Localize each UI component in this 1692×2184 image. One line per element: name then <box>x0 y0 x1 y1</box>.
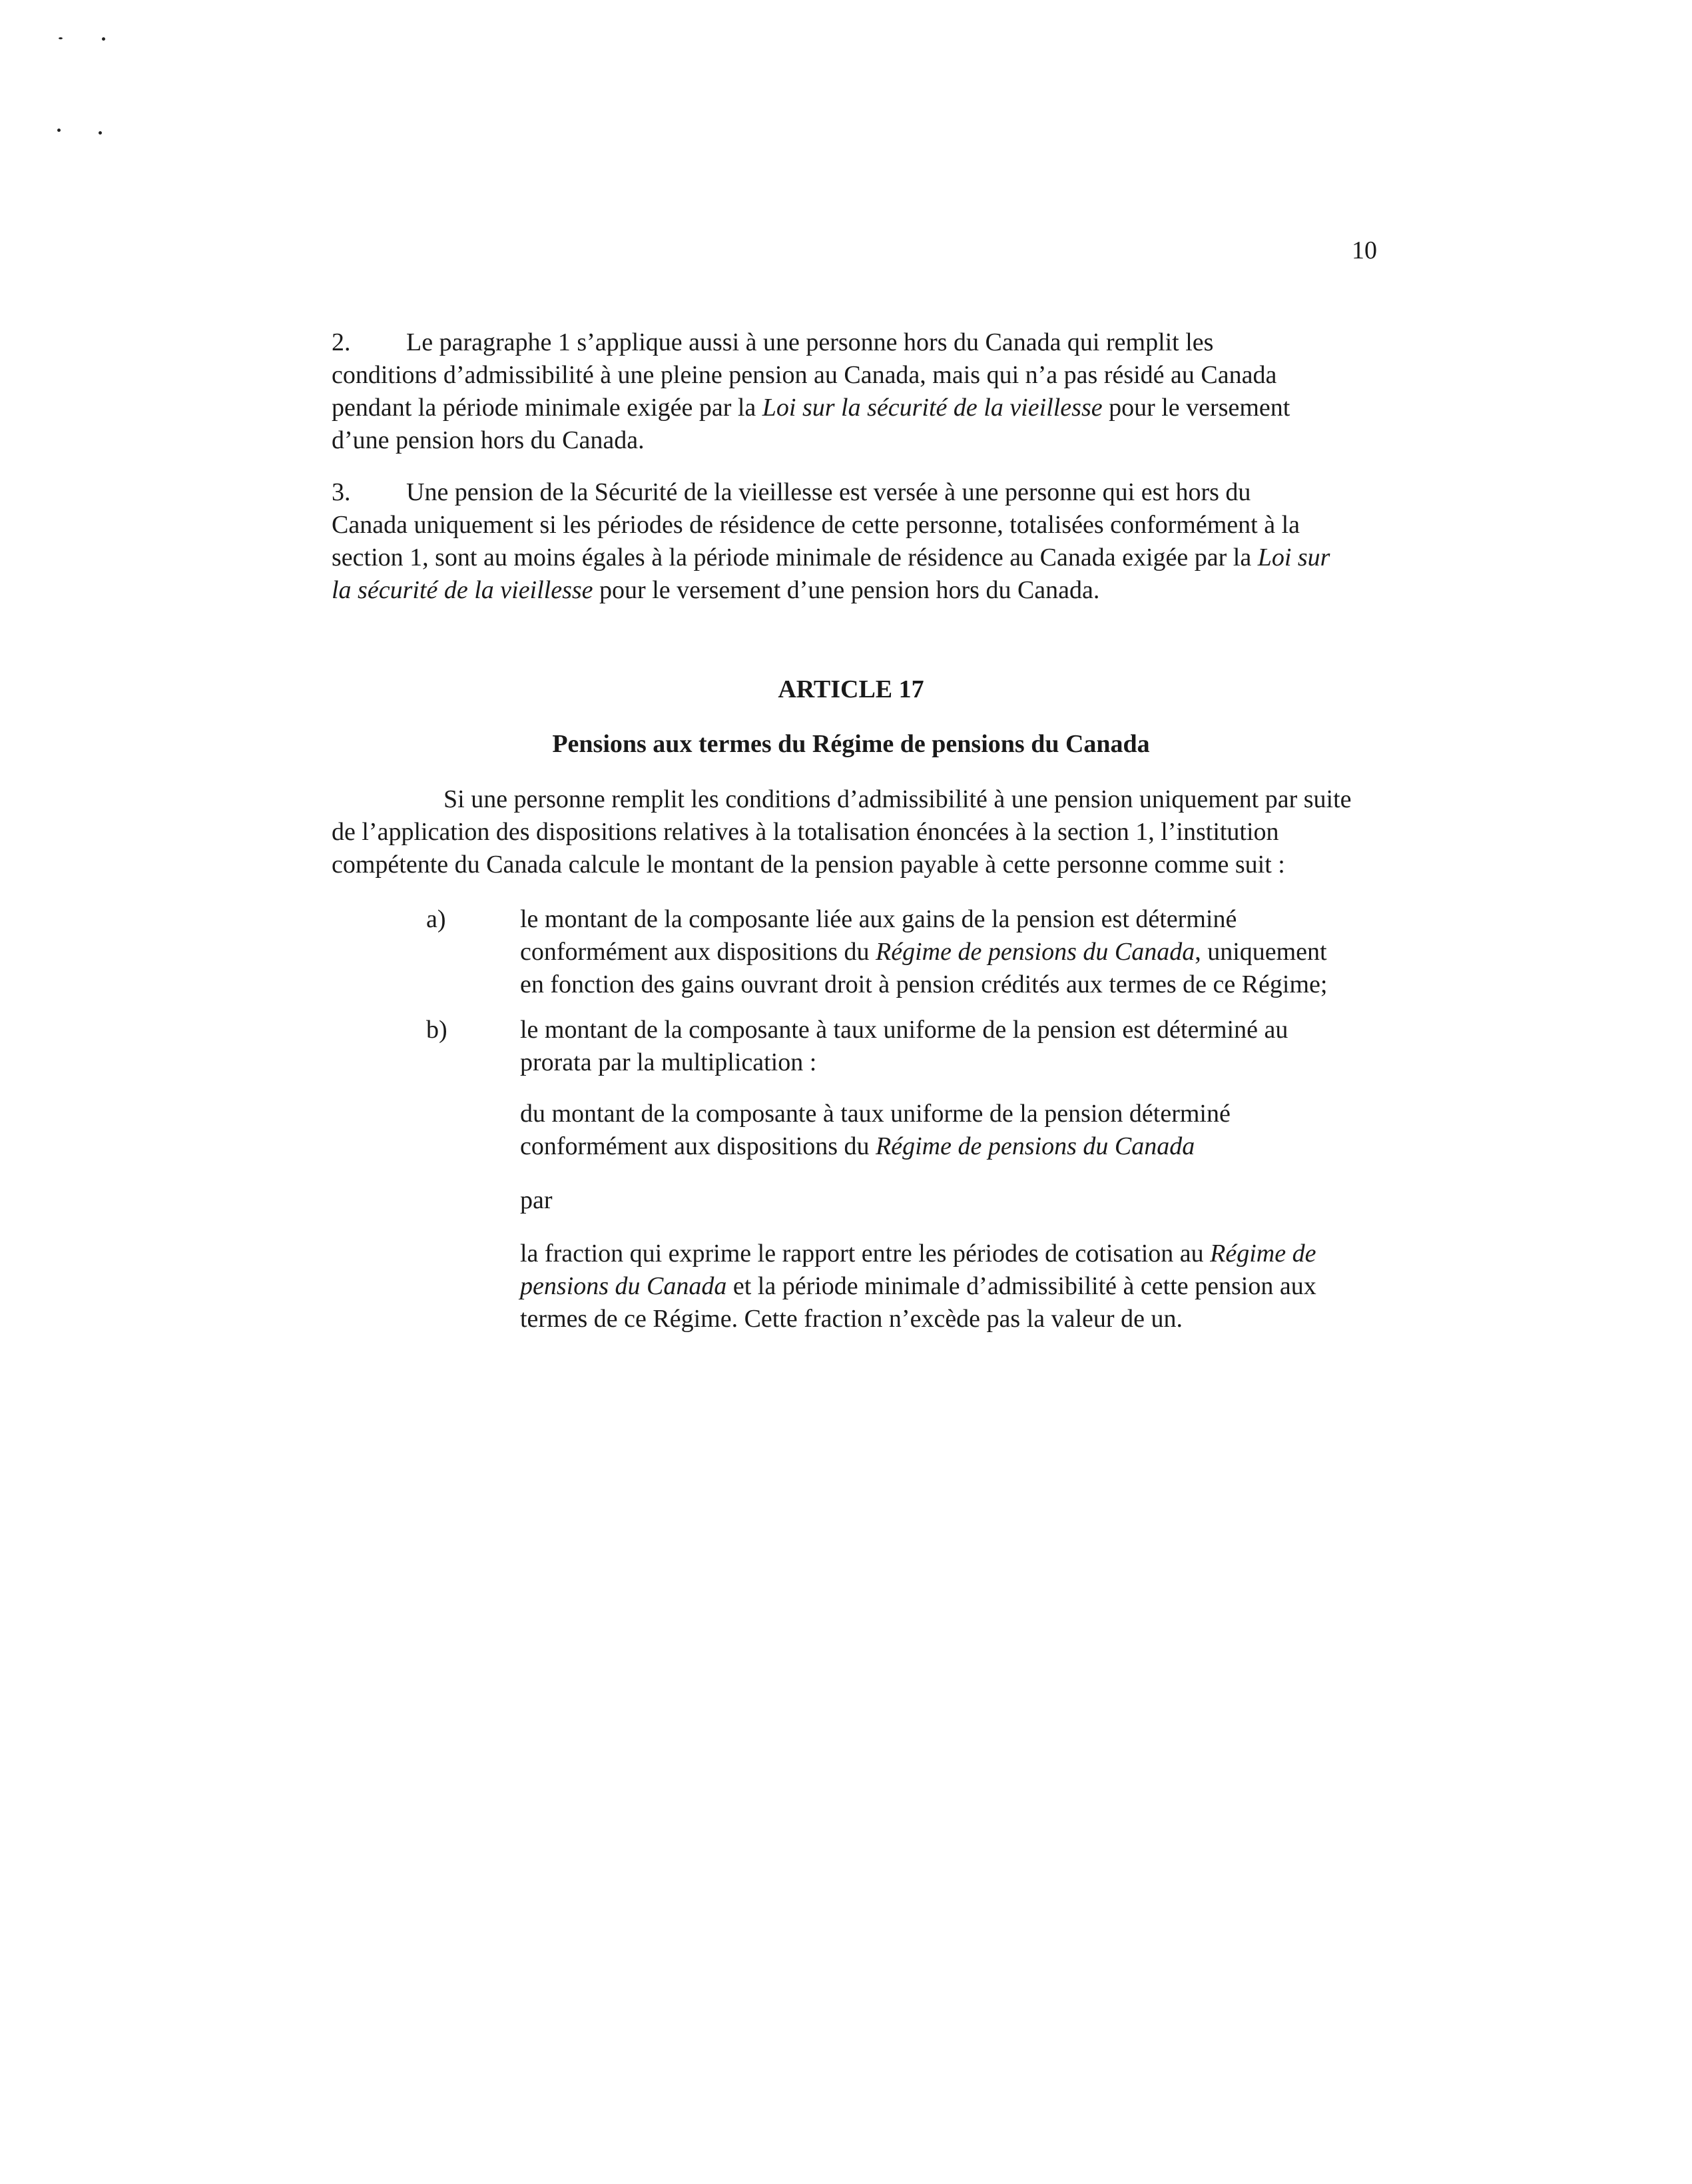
item-line: conformément aux dispositions du <box>520 1132 876 1160</box>
paragraph-3 <box>332 476 1370 607</box>
item-line: du montant de la composante à taux uniforme de la pension déterminé <box>520 1100 1231 1128</box>
scan-speck <box>99 131 102 135</box>
item-line: en fonction des gains ouvrant droit à pension crédités aux termes de ce Régime; <box>520 970 1328 998</box>
law-title: Loi sur <box>1257 544 1330 571</box>
plan-title: pensions du Canada <box>520 1272 727 1300</box>
item-line: prorata par la multiplication : <box>520 1048 817 1076</box>
page-number: 10 <box>1352 236 1377 264</box>
scan-speck <box>57 129 61 132</box>
article-intro <box>332 783 1370 881</box>
paragraph-number: 2. <box>332 328 351 356</box>
paragraph-text: Le paragraphe 1 s’applique aussi à une personne hors du Canada qui remplit les <box>406 328 1214 356</box>
paragraph-text: conditions d’admissibilité à une pleine pension au Canada, mais qui n’a pas résidé au Canada <box>332 361 1277 389</box>
law-title: la sécurité de la vieillesse <box>332 576 593 604</box>
item-b-par <box>520 1184 1379 1217</box>
plan-title: Régime de <box>1210 1240 1316 1268</box>
item-line: et la période minimale d’admissibilité à cette pension aux <box>726 1272 1316 1300</box>
item-label-b: b) <box>426 1016 447 1044</box>
item-b-multiplicand <box>520 1098 1379 1163</box>
item-b-fraction <box>520 1238 1379 1335</box>
paragraph-text: d’une pension hors du Canada. <box>332 426 645 454</box>
scan-speck <box>102 37 105 41</box>
article-subtitle: Pensions aux termes du Régime de pensions du Canada <box>552 730 1150 758</box>
item-text-b <box>520 1014 1379 1079</box>
item-line: , uniquement <box>1195 938 1327 966</box>
plan-title: Régime de pensions du Canada <box>876 938 1195 966</box>
paragraph-text: Une pension de la Sécurité de la vieillesse est versée à une personne qui est hors du <box>406 478 1251 506</box>
plan-title: Régime de pensions du Canada <box>876 1132 1195 1160</box>
paragraph-text: Si une personne remplit les conditions d’admissibilité à une pension uniquement par suite <box>443 785 1352 813</box>
item-label-a: a) <box>426 905 446 933</box>
paragraph-text: pour le versement d’une pension hors du Canada. <box>593 576 1100 604</box>
item-line: le montant de la composante à taux uniforme de la pension est déterminé au <box>520 1016 1288 1044</box>
item-line: par <box>520 1186 553 1214</box>
paragraph-text: section 1, sont au moins égales à la période minimale de résidence au Canada exigée par la <box>332 544 1258 571</box>
item-line: termes de ce Régime. Cette fraction n’excède pas la valeur de un. <box>520 1305 1183 1333</box>
paragraph-text: compétente du Canada calcule le montant de la pension payable à cette personne comme suit : <box>332 851 1285 879</box>
item-text-a <box>520 903 1379 1001</box>
scan-speck <box>59 37 63 39</box>
paragraph-text: Canada uniquement si les périodes de résidence de cette personne, totalisées conformément à la <box>332 511 1300 539</box>
paragraph-text: pour le versement <box>1102 394 1290 422</box>
item-line: la fraction qui exprime le rapport entre les périodes de cotisation au <box>520 1240 1211 1268</box>
paragraph-text: de l’application des dispositions relatives à la totalisation énoncées à la section 1, l’institution <box>332 818 1279 846</box>
paragraph-text: pendant la période minimale exigée par la <box>332 394 762 422</box>
paragraph-number: 3. <box>332 478 351 506</box>
item-line: conformément aux dispositions du <box>520 938 876 966</box>
article-title: ARTICLE 17 <box>778 675 924 703</box>
paragraph-2 <box>332 326 1370 457</box>
item-line: le montant de la composante liée aux gains de la pension est déterminé <box>520 905 1237 933</box>
law-title: Loi sur la sécurité de la vieillesse <box>762 394 1103 422</box>
